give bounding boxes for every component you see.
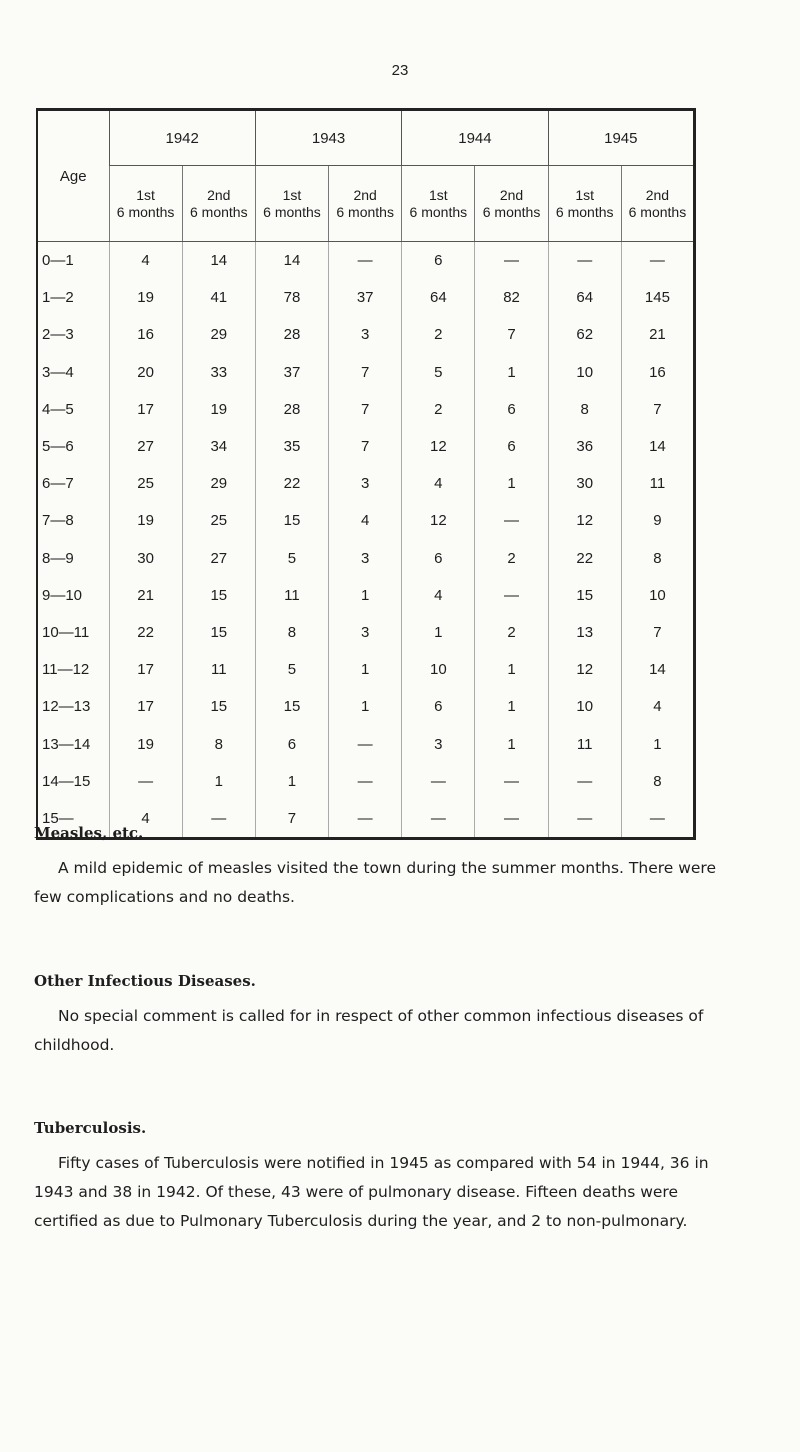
case-count-cell: 78 (255, 279, 328, 316)
case-count-cell: 25 (182, 502, 255, 539)
section-heading: Other Infectious Diseases. (34, 972, 256, 990)
case-count-cell: — (475, 242, 548, 280)
case-count-cell: 6 (402, 242, 475, 280)
case-count-cell: 15 (255, 688, 328, 725)
table-row (37, 465, 695, 502)
table-row (37, 577, 695, 614)
age-group-cell: 4—5 (42, 400, 74, 418)
table-row (37, 540, 695, 577)
case-count-cell: 36 (548, 428, 621, 465)
case-count-cell: 6 (475, 391, 548, 428)
case-count-cell: 5 (402, 354, 475, 391)
case-count-cell: — (621, 800, 694, 839)
age-group-cell: 14—15 (42, 772, 91, 790)
case-count-cell: 7 (329, 391, 402, 428)
case-count-cell: 1 (475, 354, 548, 391)
half-label: 2nd (207, 186, 231, 203)
table-row (37, 651, 695, 688)
case-count-cell: 2 (402, 316, 475, 353)
period-label: 6 months (189, 203, 248, 220)
case-count-cell: — (548, 800, 621, 839)
section-tuberculosis (34, 1119, 724, 1236)
case-count-cell: 15 (182, 614, 255, 651)
case-count-cell: 7 (329, 354, 402, 391)
case-count-cell: 11 (182, 651, 255, 688)
half-year-header (329, 166, 402, 242)
age-group-cell: 1—2 (42, 289, 74, 307)
section-body: No special comment is called for in respect of other common infectious diseases of childhood. (34, 1007, 704, 1054)
page-number: 23 (391, 62, 409, 79)
case-count-cell: 1 (621, 725, 694, 762)
case-count-cell: 4 (329, 502, 402, 539)
case-count-cell: 19 (109, 502, 182, 539)
case-count-cell: — (475, 502, 548, 539)
case-count-cell: 35 (255, 428, 328, 465)
table-row (37, 502, 695, 539)
case-count-cell: 25 (109, 465, 182, 502)
case-count-cell: 12 (548, 651, 621, 688)
case-count-cell: 30 (109, 540, 182, 577)
table-row (37, 725, 695, 762)
case-count-cell: 4 (402, 465, 475, 502)
table-row (37, 354, 695, 391)
case-count-cell: 28 (255, 316, 328, 353)
case-count-cell: — (475, 800, 548, 839)
case-count-cell: 12 (402, 428, 475, 465)
half-year-header (475, 166, 548, 242)
case-count-cell: 2 (475, 540, 548, 577)
period-label: 6 months (409, 203, 468, 220)
case-count-cell: 17 (109, 651, 182, 688)
case-count-cell: 8 (255, 614, 328, 651)
case-count-cell: 14 (621, 428, 694, 465)
age-group-cell: 5—6 (42, 438, 74, 456)
case-count-cell: 5 (255, 651, 328, 688)
case-count-cell: 14 (255, 242, 328, 280)
case-count-cell: — (475, 763, 548, 800)
case-count-cell: 11 (255, 577, 328, 614)
case-count-cell: 3 (402, 725, 475, 762)
case-count-cell: 145 (621, 279, 694, 316)
case-count-cell: 22 (548, 540, 621, 577)
case-count-cell: 11 (548, 725, 621, 762)
table-row (37, 279, 695, 316)
case-count-cell: — (402, 800, 475, 839)
case-count-cell: 1 (475, 465, 548, 502)
half-label: 2nd (499, 186, 524, 203)
case-count-cell: 1 (475, 725, 548, 762)
case-count-cell: 41 (182, 279, 255, 316)
section-body: A mild epidemic of measles visited the town during the summer months. There were few complications and no deaths. (34, 859, 717, 906)
case-count-cell: 15 (182, 688, 255, 725)
case-count-cell: 7 (255, 800, 328, 839)
year-header-row (37, 110, 695, 166)
case-count-cell: 28 (255, 391, 328, 428)
case-count-cell: 34 (182, 428, 255, 465)
case-count-cell: 4 (109, 800, 182, 839)
case-count-cell: 12 (548, 502, 621, 539)
age-group-cell: 11—12 (42, 661, 90, 679)
case-count-cell: 17 (109, 688, 182, 725)
case-count-cell: 64 (402, 279, 475, 316)
section-body: Fifty cases of Tuberculosis were notified in 1945 as compared with 54 in 1944, 36 in 1943 and 38 in 1942. Of these, 43 were of pulmonary disease. Fifteen deaths were certified as due to Pulmonary Tuberculosis during the year, and 2 to non-pulmonary. (34, 1154, 709, 1230)
case-count-cell: 15 (255, 502, 328, 539)
case-count-cell: 82 (475, 279, 548, 316)
case-count-cell: 1 (255, 763, 328, 800)
case-count-cell: 17 (109, 391, 182, 428)
age-group-cell: 3—4 (42, 363, 74, 381)
case-count-cell: 7 (621, 391, 694, 428)
case-count-cell: 13 (548, 614, 621, 651)
case-count-cell: 15 (182, 577, 255, 614)
period-label: 6 months (555, 203, 614, 220)
age-group-cell: 2—3 (42, 326, 74, 344)
case-count-cell: — (621, 242, 694, 280)
table-body (37, 242, 695, 839)
table-row (37, 428, 695, 465)
case-count-cell: 30 (548, 465, 621, 502)
half-label: 1st (136, 186, 155, 203)
case-count-cell: 62 (548, 316, 621, 353)
case-count-cell: 8 (548, 391, 621, 428)
case-count-cell: 3 (329, 465, 402, 502)
table-row (37, 614, 695, 651)
age-group-cell: 15— (42, 809, 74, 827)
case-count-cell: 37 (255, 354, 328, 391)
case-count-cell: 21 (621, 316, 694, 353)
section-heading: Measles, etc. (34, 824, 144, 842)
case-count-cell: 2 (475, 614, 548, 651)
case-count-cell: 8 (621, 540, 694, 577)
case-count-cell: 2 (402, 391, 475, 428)
case-count-cell: 27 (182, 540, 255, 577)
age-group-cell: 6—7 (42, 475, 74, 493)
table-row (37, 688, 695, 725)
case-count-cell: — (548, 242, 621, 280)
case-count-cell: 7 (621, 614, 694, 651)
section-heading: Tuberculosis. (34, 1119, 147, 1137)
case-count-cell: 3 (329, 614, 402, 651)
half-year-header (402, 166, 475, 242)
age-column-header: Age (37, 110, 109, 242)
case-count-cell: 12 (402, 502, 475, 539)
period-label: 6 months (336, 203, 394, 220)
case-count-cell: 16 (621, 354, 694, 391)
age-group-cell: 0—1 (42, 252, 74, 270)
age-group-cell: 13—14 (42, 735, 91, 753)
case-count-cell: — (329, 725, 402, 762)
case-count-cell: 10 (402, 651, 475, 688)
case-count-cell: 1 (475, 688, 548, 725)
case-count-cell: 1 (402, 614, 475, 651)
table-row (37, 242, 695, 280)
case-count-cell: 6 (255, 725, 328, 762)
case-count-cell: 1 (329, 651, 402, 688)
period-label: 6 months (482, 203, 541, 220)
half-label: 2nd (645, 186, 670, 203)
half-label: 1st (575, 186, 595, 203)
case-count-cell: 10 (548, 354, 621, 391)
case-count-cell: 22 (255, 465, 328, 502)
case-count-cell: 16 (109, 316, 182, 353)
case-count-cell: 6 (402, 540, 475, 577)
case-count-cell: 37 (329, 279, 402, 316)
case-count-cell: 1 (182, 763, 255, 800)
case-count-cell: 14 (621, 651, 694, 688)
half-year-header-row (37, 166, 695, 242)
age-group-cell: 7—8 (42, 512, 74, 530)
half-label: 1st (282, 186, 302, 203)
age-group-cell: 8—9 (42, 549, 74, 567)
section-measles (34, 824, 724, 912)
case-count-cell: 1 (475, 651, 548, 688)
table-row (37, 316, 695, 353)
case-count-cell: 19 (109, 279, 182, 316)
half-year-header (109, 166, 182, 242)
period-label: 6 months (263, 203, 321, 220)
case-count-cell: 1 (329, 577, 402, 614)
section-other-infectious (34, 972, 724, 1060)
case-count-cell: 15 (548, 577, 621, 614)
table-row (37, 763, 695, 800)
age-group-cell: 12—13 (42, 698, 91, 716)
case-count-cell: 10 (621, 577, 694, 614)
case-count-cell: 33 (182, 354, 255, 391)
year-header: 1943 (255, 110, 401, 166)
case-count-cell: 22 (109, 614, 182, 651)
table-row (37, 391, 695, 428)
case-count-cell: 4 (109, 242, 182, 280)
case-count-cell: 64 (548, 279, 621, 316)
age-incidence-table (36, 108, 696, 840)
case-count-cell: — (402, 763, 475, 800)
case-count-cell: 21 (109, 577, 182, 614)
case-count-cell: 7 (329, 428, 402, 465)
half-label: 1st (429, 186, 448, 203)
case-count-cell: 3 (329, 540, 402, 577)
case-count-cell: — (182, 800, 255, 839)
case-count-cell: 29 (182, 316, 255, 353)
half-year-header (255, 166, 328, 242)
case-count-cell: — (548, 763, 621, 800)
case-count-cell: 27 (109, 428, 182, 465)
case-count-cell: 19 (182, 391, 255, 428)
case-count-cell: — (329, 242, 402, 280)
case-count-cell: 1 (329, 688, 402, 725)
age-group-cell: 10—11 (42, 623, 90, 641)
case-count-cell: 8 (621, 763, 694, 800)
year-header: 1942 (109, 110, 255, 166)
half-year-header (182, 166, 255, 242)
case-count-cell: 6 (475, 428, 548, 465)
period-label: 6 months (628, 203, 687, 220)
case-count-cell: — (329, 800, 402, 839)
case-count-cell: — (475, 577, 548, 614)
year-header: 1944 (402, 110, 548, 166)
case-count-cell: — (329, 763, 402, 800)
case-count-cell: 4 (402, 577, 475, 614)
half-year-header (548, 166, 621, 242)
case-count-cell: 20 (109, 354, 182, 391)
case-count-cell: 29 (182, 465, 255, 502)
period-label: 6 months (116, 203, 175, 220)
case-count-cell: 7 (475, 316, 548, 353)
case-count-cell: 6 (402, 688, 475, 725)
age-group-cell: 9—10 (42, 586, 83, 604)
half-year-header (621, 166, 694, 242)
case-count-cell: 19 (109, 725, 182, 762)
case-count-cell: 3 (329, 316, 402, 353)
case-count-cell: 10 (548, 688, 621, 725)
year-header: 1945 (548, 110, 694, 166)
case-count-cell: — (109, 763, 182, 800)
half-label: 2nd (353, 186, 377, 203)
case-count-cell: 11 (621, 465, 694, 502)
case-count-cell: 9 (621, 502, 694, 539)
case-count-cell: 14 (182, 242, 255, 280)
case-count-cell: 8 (182, 725, 255, 762)
case-count-cell: 5 (255, 540, 328, 577)
case-count-cell: 4 (621, 688, 694, 725)
